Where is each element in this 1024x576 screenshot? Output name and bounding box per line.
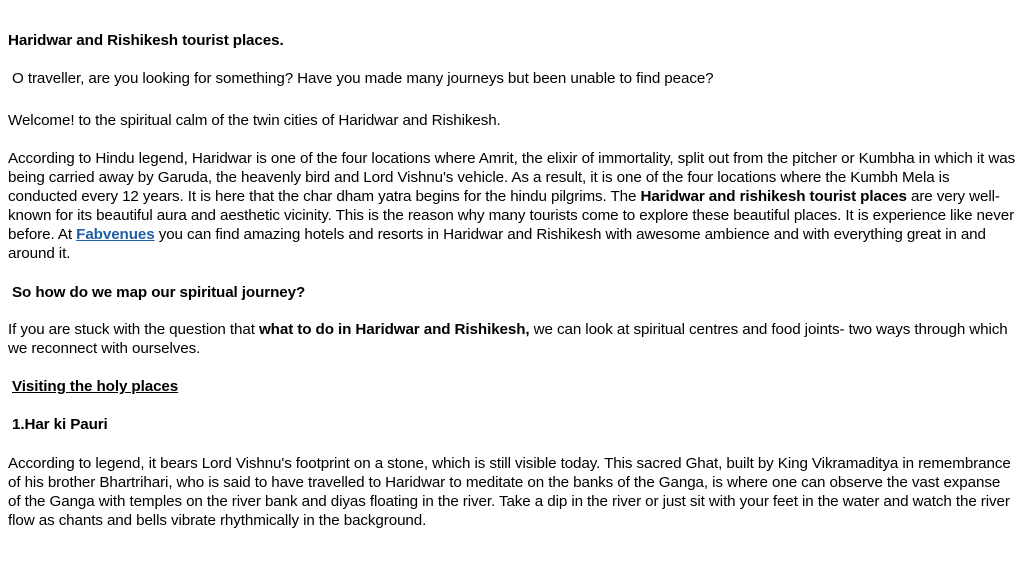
page-title: Haridwar and Rishikesh tourist places. [8, 32, 284, 49]
legend-bold-phrase: Haridwar and rishikesh tourist places [640, 188, 907, 205]
legend-text-part2: are very well-known for its beautiful aura and aesthetic vicinity. This is the reason why many tourists come to explore these beautiful places. It is experience like never before. At [8, 188, 1015, 243]
legend-text-part3: you can find amazing hotels and resorts in Haridwar and Rishikesh with awesome ambience and with everything great in and around it. [8, 226, 986, 262]
stuck-text-part1: If you are stuck with the question that [8, 321, 259, 338]
section-heading: Visiting the holy places [12, 378, 179, 395]
stuck-text-part2: we can look at spiritual centres and food joints- two ways through which we reconnect with ourselves. [8, 321, 1008, 357]
intro-text: O traveller, are you looking for something? Have you made many journeys but been unable to find peace? [12, 70, 714, 87]
fabvenues-link[interactable]: Fabvenues [76, 226, 155, 243]
welcome-text: Welcome! to the spiritual calm of the twin cities of Haridwar and Rishikesh. [8, 112, 501, 129]
stuck-bold-phrase: what to do in Haridwar and Rishikesh, [258, 321, 530, 338]
item-heading: 1.Har ki Pauri [12, 416, 108, 433]
legend-paragraph [8, 149, 1016, 263]
question-heading: So how do we map our spiritual journey? [12, 284, 306, 301]
stuck-paragraph [8, 320, 1016, 358]
item-paragraph: According to legend, it bears Lord Vishnu's footprint on a stone, which is still visible today. This sacred Ghat, built by King Vikramaditya in remembrance of his brother Bhartrihari, who is said to have travelled to Haridwar to meditate on the banks of the Ganga, is where one can observe the vast expanse of the Ganga with temples on the river bank and diyas floating in the river. Take a dip in the river or just sit with your feet in the water and watch the river flow as chants and bells vibrate rhythmically in the background. [8, 455, 1011, 529]
legend-text-part1: According to Hindu legend, Haridwar is one of the four locations where Amrit, the elixir of immortality, split out from the pitcher or Kumbha in which it was being carried away by Garuda, the heavenly bird and Lord Vishnu's vehicle. As a result, it is one of the four locations where the Kumbh Mela is conducted every 12 years. It is here that the char dham yatra begins for the hindu pilgrims. The [8, 150, 1016, 205]
